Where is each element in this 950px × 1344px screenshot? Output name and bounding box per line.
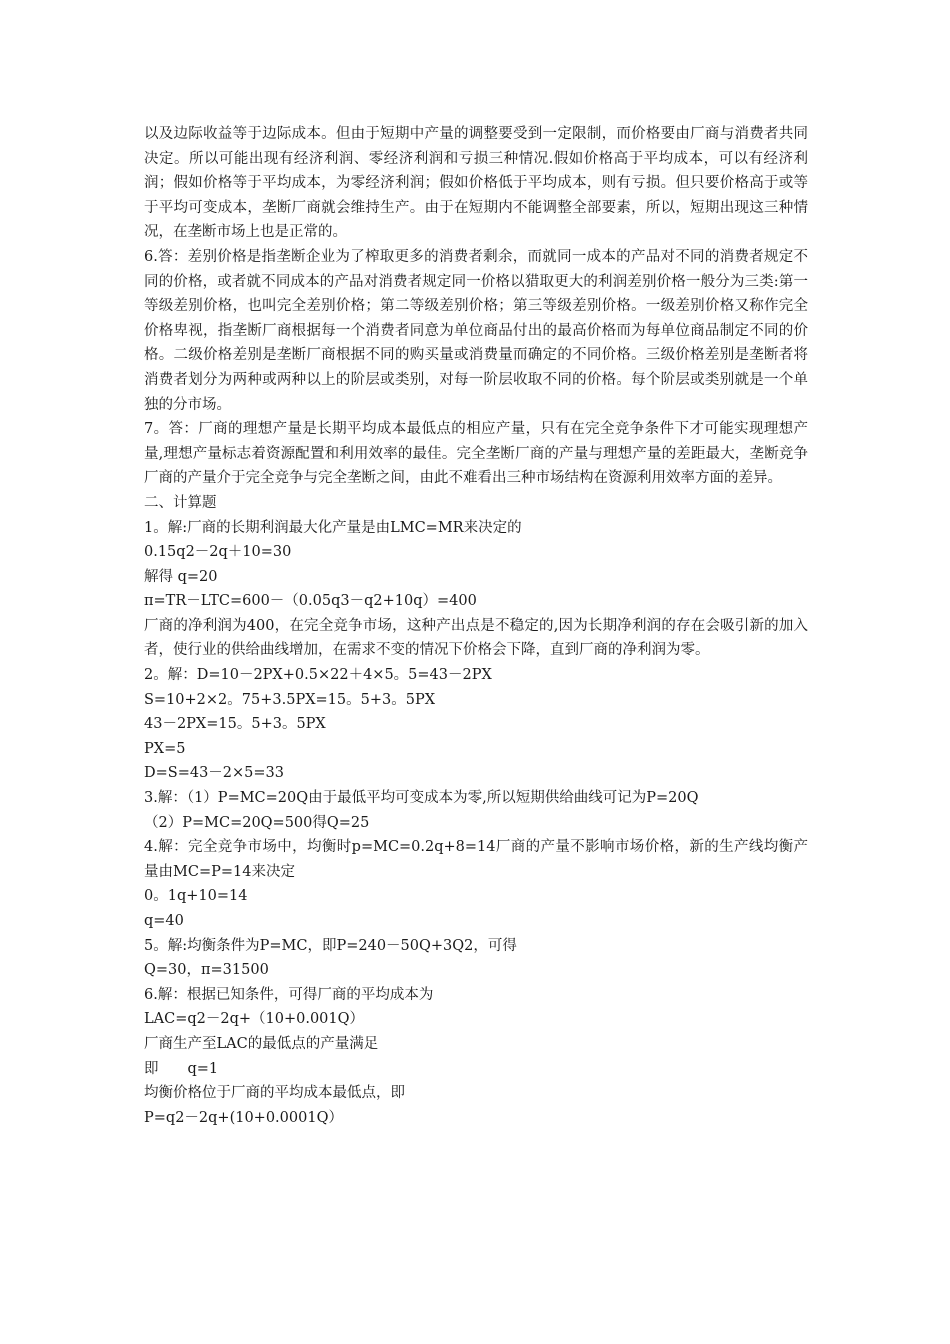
solution-6-q: 即 q=1 <box>144 1060 219 1077</box>
paragraph-answer-6-price-discrimination: 6.答：差别价格是指垄断企业为了榨取更多的消费者剩余，而就同一成本的产品对不同的消费者规定不同的价格，或者就不同成本的产品对消费者规定同一价格以猎取更大的利润差别价格一般分为三类:第一等级差别价格，也叫完全差别价格；第二等级差别价格；第三等级差别价格。一级差别价格又称作完全价格卑视，指垄断厂商根据每一个消费者同意为单位商品付出的最高价格而为每单位商品制定不同的价格。二级价格差别是垄断厂商根据不同的购买量或消费量而确定的不同价格。三级价格差别是垄断者将消费者划分为两种或两种以上的阶层或类别，对每一阶层收取不同的价格。每个阶层或类别就是一个单独的分市场。 <box>144 248 808 413</box>
solution-6-intro: 6.解：根据已知条件，可得厂商的平均成本为 <box>144 986 434 1003</box>
solution-6-price: P=q2－2q+(10+0.0001Q） <box>144 1109 343 1126</box>
document-body <box>144 122 808 1130</box>
solution-3-part-2: （2）P=MC=20Q=500得Q=25 <box>144 814 370 831</box>
solution-4-result: q=40 <box>144 913 184 929</box>
solution-5-intro: 5。解:均衡条件为P=MC，即P=240－50Q+3Q2，可得 <box>144 937 517 954</box>
solution-2-demand: 2。解：D=10－2PX+0.5×22＋4×5。5=43－2PX <box>144 667 492 684</box>
paragraph-monopoly-short-run: 以及边际收益等于边际成本。但由于短期中产量的调整要受到一定限制，而价格要由厂商与消费者共同决定。所以可能出现有经济利润、零经济利润和亏损三种情况.假如价格高于平均成本，可以有经济利润；假如价格等于平均成本，为零经济利润；假如价格低于平均成本，则有亏损。但只要价格高于或等于平均可变成本，垄断厂商就会维持生产。由于在短期内不能调整全部要素，所以，短期出现这三种情况，在垄断市场上也是正常的。 <box>144 126 808 241</box>
paragraph-answer-7-ideal-output: 7。答：厂商的理想产量是长期平均成本最低点的相应产量，只有在完全竞争条件下才可能实现理想产量,理想产量标志着资源配置和利用效率的最佳。完全垄断厂商的产量与理想产量的差距最大，垄断竞争厂商的产量介于完全竞争与完全垄断之间，由此不难看出三种市场结构在资源利用效率方面的差异。 <box>144 421 808 487</box>
solution-2-equilibrium: 43－2PX=15。5+3。5PX <box>144 716 326 733</box>
solution-1-result: 解得 q=20 <box>144 568 218 585</box>
solution-1-explanation: 厂商的净利润为400，在完全竞争市场，这种产出点是不稳定的,因为长期净利润的存在会吸引新的加入者，使行业的供给曲线增加，在需求不变的情况下价格会下降，直到厂商的净利润为零。 <box>144 617 808 659</box>
solution-4-intro: 4.解：完全竞争市场中，均衡时p=MC=0.2q+8=14厂商的产量不影响市场价格，新的生产线均衡产量由MC=P=14来决定 <box>144 839 808 880</box>
solution-6-price-intro: 均衡价格位于厂商的平均成本最低点，即 <box>144 1085 405 1102</box>
section-heading-calculation: 二、计算题 <box>144 494 217 511</box>
solution-2-price: PX=5 <box>144 740 186 757</box>
solution-1-equation: 0.15q2－2q＋10=30 <box>144 544 292 561</box>
solution-6-condition: 厂商生产至LAC的最低点的产量满足 <box>144 1035 379 1052</box>
solution-1-intro: 1。解:厂商的长期利润最大化产量是由LMC=MR来决定的 <box>144 519 522 536</box>
solution-2-quantity: D=S=43－2×5=33 <box>144 765 285 782</box>
solution-3-part-1: 3.解：（1）P=MC=20Q由于最低平均可变成本为零,所以短期供给曲线可记为P=20Q <box>144 790 699 807</box>
solution-1-profit: π=TR－LTC=600－（0.05q3－q2+10q）=400 <box>144 593 477 610</box>
solution-2-supply: S=10+2×2。75+3.5PX=15。5+3。5PX <box>144 691 436 708</box>
solution-4-equation: 0。1q+10=14 <box>144 888 248 905</box>
solution-5-result: Q=30，π=31500 <box>144 962 269 979</box>
solution-6-lac: LAC=q2－2q+（10+0.001Q） <box>144 1011 365 1028</box>
